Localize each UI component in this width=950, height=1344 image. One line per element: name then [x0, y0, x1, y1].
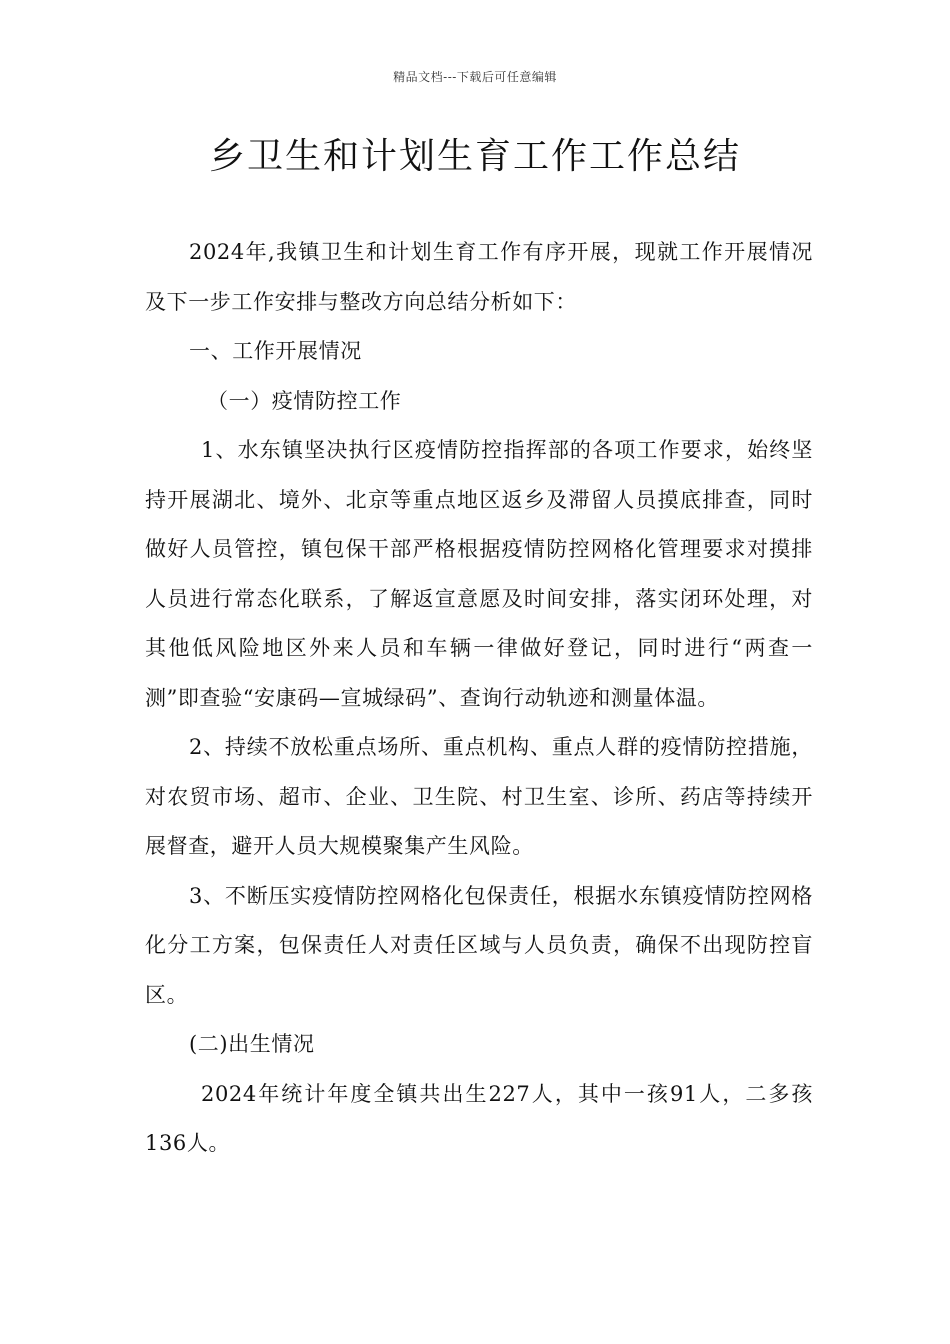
- item-paragraph-2: 2、持续不放松重点场所、重点机构、重点人群的疫情防控措施，对农贸市场、超市、企业、卫生院、村卫生室、诊所、药店等持续开展督查，避开人员大规模聚集产生风险。: [145, 735, 813, 858]
- intro-paragraph: 2024年,我镇卫生和计划生育工作有序开展，现就工作开展情况及下一步工作安排与整改方向总结分析如下：: [145, 240, 813, 314]
- section-heading-1: 一、工作开展情况: [189, 339, 362, 363]
- header-note: 精品文档---下载后可任意编辑: [393, 70, 557, 84]
- item-paragraph-1: 1、水东镇坚决执行区疫情防控指挥部的各项工作要求，始终坚持开展湖北、境外、北京等重点地区返乡及滞留人员摸底排查，同时做好人员管控，镇包保干部严格根据疫情防控网格化管理要求对摸排人员进行常态化联系，了解返宣意愿及时间安排，落实闭环处理，对其他低风险地区外来人员和车辆一律做好登记，同时进行“两查一测”即查验“安康码—宣城绿码”、查询行动轨迹和测量体温。: [145, 438, 813, 710]
- document-title: 乡卫生和计划生育工作工作总结: [208, 136, 741, 177]
- births-paragraph: 2024年统计年度全镇共出生227人，其中一孩91人，二多孩136人。: [145, 1081, 813, 1155]
- subsection-heading-1: （一）疫情防控工作: [207, 388, 402, 413]
- document-body: [145, 228, 813, 1169]
- item-paragraph-3: 3、不断压实疫情防控网格化包保责任，根据水东镇疫情防控网格化分工方案，包保责任人对责任区域与人员负责，确保不出现防控盲区。: [145, 883, 813, 1007]
- subsection-heading-2: (二)出生情况: [189, 1032, 315, 1056]
